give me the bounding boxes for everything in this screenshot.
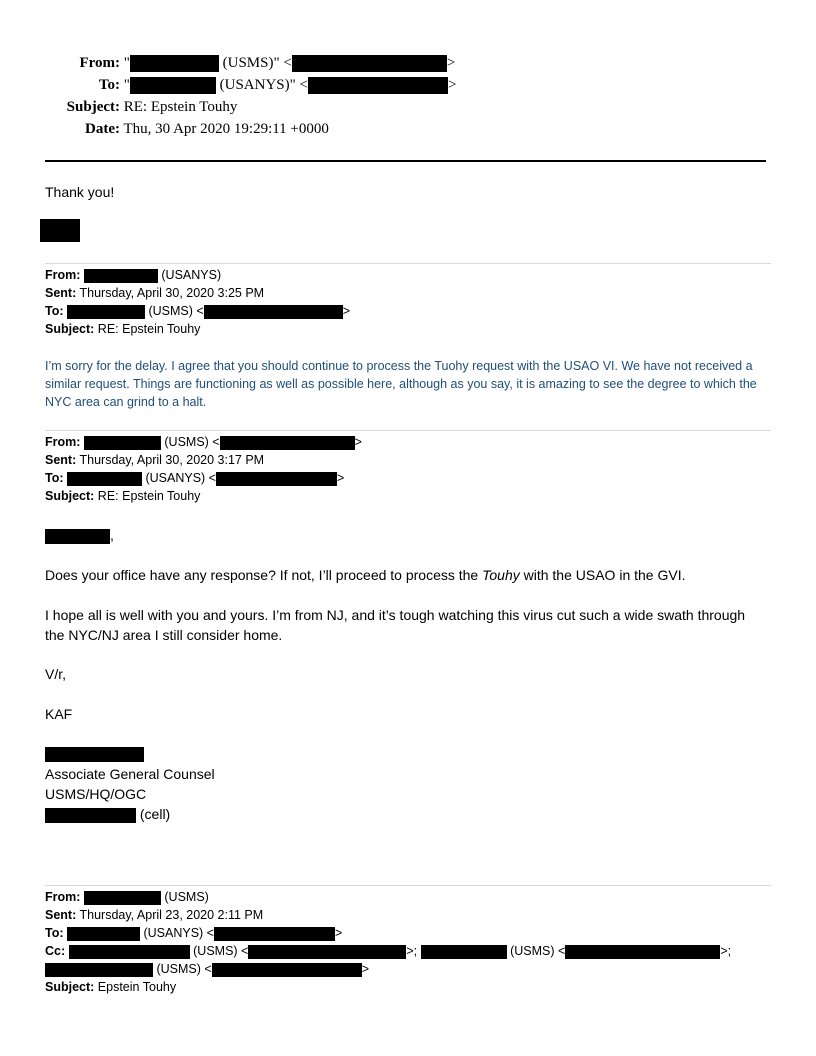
msg2-subject-label: Subject:: [45, 489, 95, 503]
header-to-label: To:: [98, 77, 120, 93]
msg3-from-label: From:: [45, 890, 81, 904]
redaction: [69, 945, 190, 959]
msg1-subject-row: [45, 320, 200, 338]
msg1-body: I’m sorry for the delay. I agree that you should continue to process the Tuohy request with the USAO VI. We have not received a similar request. Things are functioning as well as possible here, although as you say, it is amazing to see the degree to which the NYC area can grind to a halt.: [45, 359, 757, 409]
msg2-para1-text-b: with the USAO in the GVI.: [519, 567, 686, 583]
redaction: [216, 472, 337, 486]
msg3-cc-row2: [45, 960, 369, 978]
msg3-cc-org1: (USMS) <: [193, 944, 249, 958]
redaction: [45, 529, 110, 544]
msg2-sig-org: USMS/HQ/OGC: [45, 786, 147, 802]
redaction: [67, 927, 140, 941]
msg2-para1-text-a: Does your office have any response? If not, I’ll proceed to process the: [45, 567, 483, 583]
msg2-greeting: [45, 526, 114, 544]
msg3-cc-sep1: >;: [406, 944, 418, 958]
header-from-row: [45, 54, 455, 72]
redaction: [67, 305, 145, 319]
redaction: [84, 891, 161, 905]
msg2-sig-title: Associate General Counsel: [45, 766, 215, 782]
redaction: [292, 55, 447, 72]
msg2-closing: V/r,: [45, 666, 67, 682]
redaction: [220, 436, 355, 450]
header-date-row: [45, 120, 329, 138]
msg2-para1: [45, 565, 765, 585]
redaction: [248, 945, 406, 959]
msg1-sent-label: Sent:: [45, 286, 77, 300]
reply-text: Thank you!: [45, 184, 115, 200]
redaction: [45, 747, 144, 762]
msg2-sent-row: [45, 451, 264, 469]
redaction: [84, 269, 158, 283]
header-to-org: (USANYS)": [219, 77, 296, 93]
header-subject-value: RE: Epstein Touhy: [123, 99, 238, 115]
redaction: [421, 945, 507, 959]
msg1-subject-value: RE: Epstein Touhy: [97, 322, 201, 336]
msg2-sig-phone-suffix: (cell): [139, 806, 171, 822]
msg3-sent-label: Sent:: [45, 908, 77, 922]
msg3-cc-org3: (USMS) <: [156, 962, 212, 976]
msg1-sent-value: Thursday, April 30, 2020 3:25 PM: [79, 286, 265, 300]
msg2-subject-value: RE: Epstein Touhy: [97, 489, 201, 503]
msg2-initials: KAF: [45, 706, 73, 722]
msg2-para2: I hope all is well with you and yours. I’m from NJ, and it’s tough watching this virus cut such a wide swath through the NYC/NJ area I still consider home.: [45, 607, 746, 643]
header-subject-label: Subject:: [66, 99, 120, 115]
msg2-sent-label: Sent:: [45, 453, 77, 467]
msg3-sent-row: [45, 906, 263, 924]
msg1-to-label: To:: [45, 304, 64, 318]
redaction: [308, 77, 448, 94]
msg2-to-org: (USANYS) <: [145, 471, 216, 485]
gt-bracket: >: [335, 926, 343, 940]
header-to-row: [45, 76, 456, 94]
redaction: [565, 945, 720, 959]
redaction: [45, 963, 153, 977]
msg3-subject-label: Subject:: [45, 980, 95, 994]
msg1-subject-label: Subject:: [45, 322, 95, 336]
redaction: [45, 808, 136, 823]
redaction: [204, 305, 343, 319]
msg3-from-row: [45, 888, 209, 906]
msg3-subject-row: [45, 978, 176, 996]
header-from-label: From:: [79, 55, 120, 71]
msg1-to-row: [45, 302, 350, 320]
header-subject-row: [45, 98, 237, 116]
gt-bracket: >: [354, 435, 362, 449]
msg3-subject-value: Epstein Touhy: [97, 980, 177, 994]
message-divider: [45, 263, 771, 264]
msg2-sig-phone: [45, 805, 170, 823]
lt-bracket: <: [299, 77, 308, 93]
gt-bracket: >: [447, 77, 457, 93]
msg2-subject-row: [45, 487, 200, 505]
msg2-from-label: From:: [45, 435, 81, 449]
redaction: [130, 77, 216, 94]
msg3-cc-sep2: >;: [720, 944, 732, 958]
msg3-to-row: [45, 924, 342, 942]
header-date-label: Date:: [85, 121, 120, 137]
msg3-cc-row: [45, 942, 731, 960]
msg3-cc-label: Cc:: [45, 944, 66, 958]
header-from-org: (USMS)": [222, 55, 280, 71]
msg1-to-org: (USMS) <: [148, 304, 204, 318]
msg1-from-label: From:: [45, 268, 81, 282]
redaction: [67, 472, 142, 486]
quote-mark: ": [123, 77, 130, 93]
msg3-from-org: (USMS): [164, 890, 209, 904]
msg2-from-org: (USMS) <: [164, 435, 220, 449]
msg3-sent-value: Thursday, April 23, 2020 2:11 PM: [79, 908, 264, 922]
redaction: [40, 219, 80, 242]
msg2-from-row: [45, 433, 362, 451]
msg2-sent-value: Thursday, April 30, 2020 3:17 PM: [79, 453, 265, 467]
gt-bracket: >: [361, 962, 370, 976]
msg3-cc-org2: (USMS) <: [510, 944, 566, 958]
lt-bracket: <: [283, 55, 292, 71]
header-divider: [45, 160, 766, 162]
msg2-para1-italic: Touhy: [482, 567, 520, 583]
gt-bracket: >: [446, 55, 456, 71]
msg1-sent-row: [45, 284, 264, 302]
msg3-to-label: To:: [45, 926, 64, 940]
redaction: [130, 55, 219, 72]
gt-bracket: >: [337, 471, 345, 485]
header-date-value: Thu, 30 Apr 2020 19:29:11 +0000: [123, 121, 329, 137]
msg2-to-row: [45, 469, 344, 487]
msg1-from-row: [45, 266, 221, 284]
greeting-comma: ,: [110, 527, 114, 543]
msg3-to-org: (USANYS) <: [143, 926, 214, 940]
message-divider: [45, 430, 771, 431]
message-divider: [45, 885, 771, 886]
redaction: [212, 963, 362, 977]
gt-bracket: >: [342, 304, 351, 318]
redaction: [84, 436, 161, 450]
msg2-to-label: To:: [45, 471, 64, 485]
redaction: [214, 927, 335, 941]
quote-mark: ": [123, 55, 130, 71]
msg1-from-org: (USANYS): [161, 268, 222, 282]
